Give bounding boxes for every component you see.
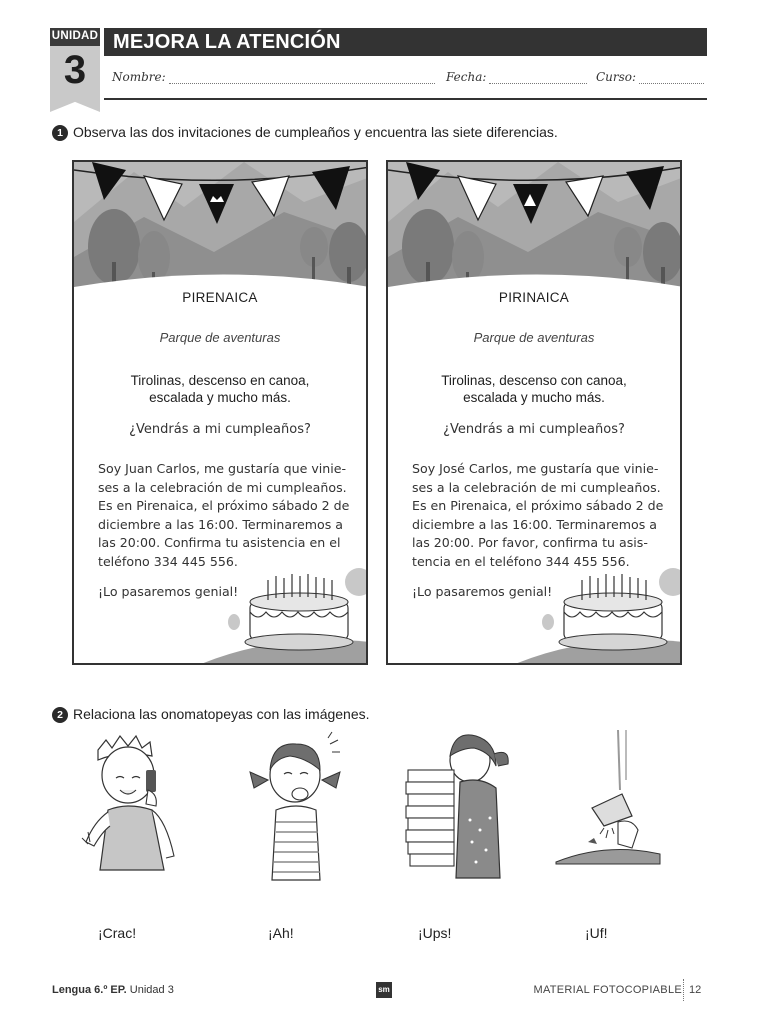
card-body-line: diciembre a las 16:00. Terminaremos a [98,516,344,532]
footer-subject [52,984,174,996]
card-body-line: Soy Juan Carlos, me gustaría que vinie- [98,461,347,476]
card-subtitle: Parque de aventuras [473,330,595,345]
card-subtitle: Parque de aventuras [159,330,281,345]
girl-boxes-image [400,730,520,890]
card-title: PIRENAICA [182,290,258,305]
cake-illustration-right [388,562,682,665]
card-body [98,460,360,572]
student-fields [112,70,707,92]
onomatopoeia-word: ¡Ups! [418,925,452,941]
card-body-line: Soy José Carlos, me gustaría que vinie- [412,461,659,476]
onomatopoeia-word: ¡Ah! [268,925,294,941]
card-title: PIRINAICA [498,290,570,305]
page-title: MEJORA LA ATENCIÓN [113,31,341,53]
card-body-line: diciembre a las 16:00. Terminaremos a [412,516,658,532]
onomatopoeia-word: ¡Uf! [585,925,608,941]
boy-phone-image [78,730,208,890]
onomatopoeia-word: ¡Crac! [98,925,137,941]
card-body-line: las 20:00. Confirma tu asistencia en el [98,535,341,551]
card-body-line: las 20:00. Por favor, confirma tu asis- [412,535,648,551]
header-rule [104,98,707,100]
name-label: Nombre: [112,70,166,84]
course-label: Curso: [596,70,637,84]
card-body-line: Es en Pirenaica, el próximo sábado 2 de [98,498,350,514]
exercise-1-prompt: Observa las dos invitaciones de cumpleaños y encuentra las siete diferencias. [73,124,558,140]
date-label: Fecha: [446,70,487,84]
publisher-logo: sm [376,982,392,998]
card-closing: ¡Lo pasaremos genial! [98,584,239,599]
invitation-card-left [72,160,368,665]
exercise-1-number: 1 [52,125,68,141]
exercise-2-prompt: Relaciona las onomatopeyas con las imágenes. [73,706,370,722]
name-field[interactable] [112,70,435,84]
card-activities: Tirolinas, descenso con canoa, escalada y mucho más. [441,373,627,405]
card-activities: Tirolinas, descenso en canoa, escalada y mucho más. [130,373,310,405]
card-question: ¿Vendrás a mi cumpleaños? [129,422,311,437]
card-body-line: ses a la celebración de mi cumpleaños. [98,479,347,495]
course-field[interactable] [596,70,704,84]
unit-number: 3 [63,48,87,92]
footer-unit: Unidad 3 [129,984,174,996]
page-number: 12 [689,984,702,996]
unit-label: UNIDAD [51,30,99,42]
card-body-line: Es en Pirenaica, el próximo sábado 2 de [412,498,664,514]
falling-pot-image [548,730,668,890]
card-body-line: tencia en el teléfono 344 455 556. [412,553,630,569]
girl-surprised-image [240,730,350,890]
card-closing: ¡Lo pasaremos genial! [412,584,553,599]
invitation-card-right [386,160,682,665]
card-body-line: teléfono 334 445 556. [98,553,238,569]
name-line[interactable] [169,72,435,84]
card-body-line: ses a la celebración de mi cumpleaños. [412,479,661,495]
card-question: ¿Vendrás a mi cumpleaños? [443,422,625,437]
card-body [412,460,674,572]
exercise-2-number: 2 [52,707,68,723]
cake-illustration-left [74,562,368,665]
footer-divider [683,979,684,1001]
footer-material: MATERIAL FOTOCOPIABLE [533,984,682,996]
date-line[interactable] [489,72,587,84]
course-line[interactable] [639,72,704,84]
footer-course: Lengua 6.º EP. [52,984,127,996]
date-field[interactable] [446,70,587,84]
